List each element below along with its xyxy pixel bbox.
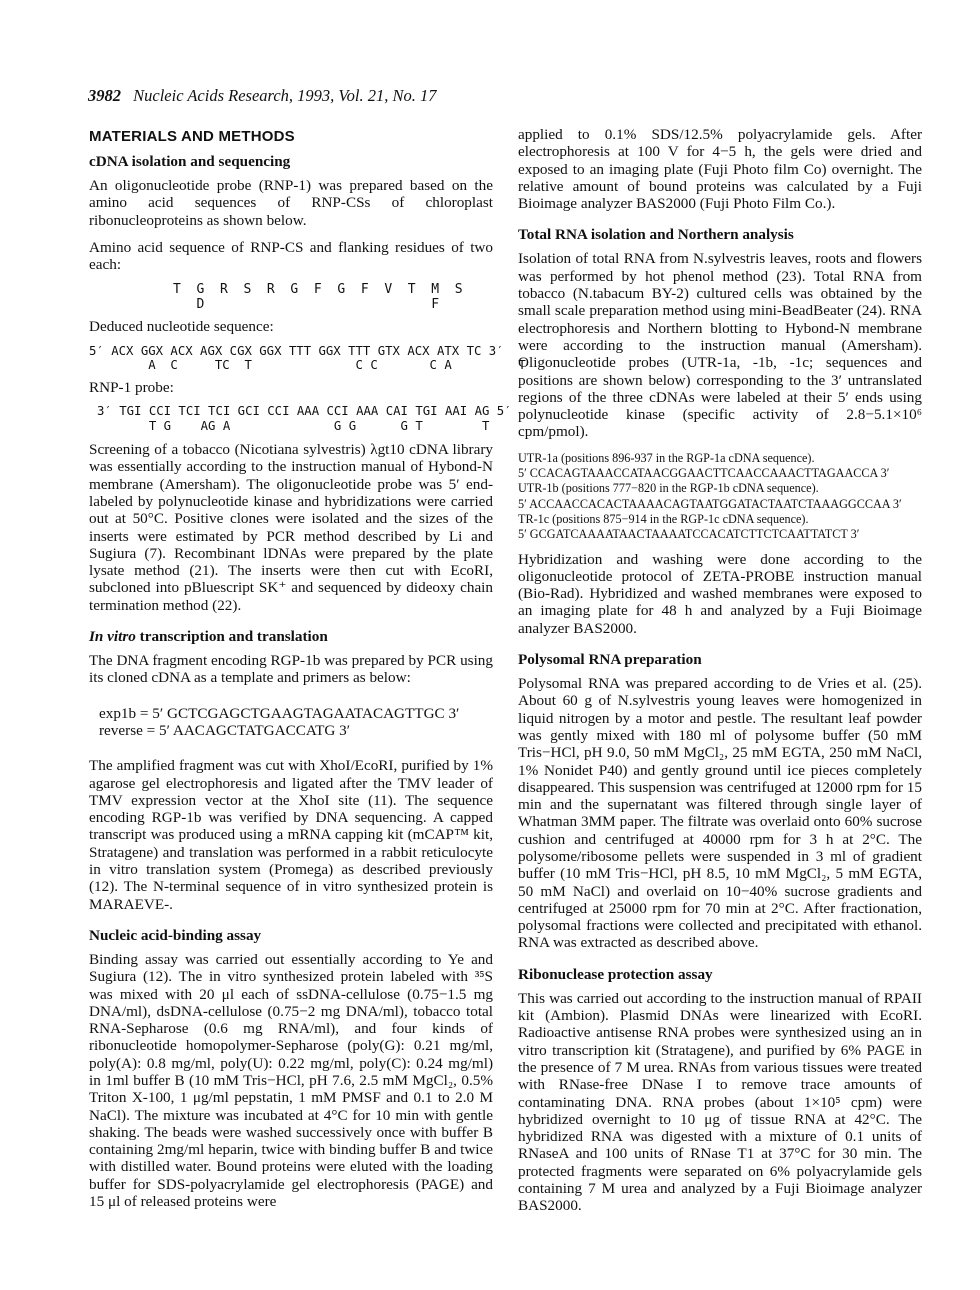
utr1b-label: UTR-1b (positions 777−820 in the RGP-1b cDNA sequence).: [518, 481, 819, 496]
continued-paragraph: applied to 0.1% SDS/12.5% polyacrylamide gels. After electrophoresis at 100 V for 4−5 h, the gels were dried and exposed to an imaging plate (Fuji Photo film Co) overnight. The relative amount of bound proteins was calculated by a Fuji Bioimage analyzer BAS2000 (Fuji Photo Film Co.).: [518, 126, 922, 213]
probe-sequence: [97, 404, 512, 433]
utr1b-sequence: 5′ ACCAACCACACTAAAACAGTAATGGATACTAATCTAAAGGCCAA 3′: [518, 496, 902, 511]
polysomal-paragraph: Polysomal RNA was prepared according to de Vries et al. (25). About 60 g of N.sylvestris young leaves were homogenized in liquid nitrogen by a motor and pestle. The resultant leaf powder was gently mixed with 180 ml of polysome buffer (50 mM Tris−HCl, pH 9.0, 50 mM MgCl₂, 25 mM EGTA, 250 mM NaCl, 1% Nonidet P40) and gently ground until ice pieces completely disappeared. This suspension was centrifuged at 12000 rpm for 15 min and the supernatant was filtered through single layer of Whatman 3MM paper. The filtrate was overlaid onto 60% sucrose cushion and centrifuged at 40000 rpm for 3 h at 2°C. The polysome/ribosome pellets were suspended in 3 ml of gradient buffer (10 mM Tris−HCl, pH 8.5, 10 mM MgCl₂, 5 mM EGTA, 50 mM NaCl) and overlaid on 10−40% sucrose gradients and centrifuged at 25000 rpm for 70 min at 2°C. After fractionation, polysomal fractions were collected and precipitated with ethanol. RNA was extracted as described above.: [518, 675, 922, 952]
primers: [99, 705, 493, 740]
cdna-paragraph-1: An oligonucleotide probe (RNP-1) was prepared based on the amino acid sequences of RNP-CSs of chloroplast ribonucleoproteins as shown below.: [89, 177, 493, 229]
utr1a-label: UTR-1a (positions 896-937 in the RGP-1a cDNA sequence).: [518, 450, 815, 465]
binding-paragraph: Binding assay was carried out essentially according to Ye and Sugiura (12). The in vitro synthesized protein labeled with ³⁵S was mixed with 20 μl each of ssDNA-cellulose (0.75−1.5 mg DNA/ml), dsDNA-cellulose (0.75−2 mg DNA/ml), tobacco total RNA-Sepharose (0.6 mg RNA/ml), and four kinds of ribonucleotide homopolymer-Sepharose (poly(G): 0.21 mg/ml, poly(A): 0.8 mg/ml, poly(U): 0.22 mg/ml, poly(C): 0.24 mg/ml) in 1ml buffer B (10 mM Tris−HCl, pH 7.6, 2.5 mM MgCl₂, 0.5% Triton X-100, 1 μg/ml pepstatin, 1 mM PMSF and 0.1 to 2.0 M NaCl). The mixture was incubated at 4°C for 10 min with gentle shaking. The beads were washed successively once with buffer B containing 2mg/ml heparin, twice with binding buffer B and twice with distilled water. Bound proteins were eluted with the loading buffer for SDS-polyacrylamide gel electrophoresis (PAGE) and 15 μl of released proteins were: [89, 950, 493, 1211]
page-number: 3982: [88, 86, 121, 105]
ivt-paragraph-2: The amplified fragment was cut with XhoI/EcoRI, purified by 1% agarose gel electrophoresis and ligated after the TMV leader of TMV expression vector at the XhoI site (11). The sequence encoding RGP-1b was verified by DNA sequencing. A capped transcript was produced using a mRNA capping kit (mCAP™ kit, Stratagene) and translation was performed in a rabbit reticulocyte in vitro translation system (Promega) as described previously (12). The N-terminal sequence of in vitro synthesized protein is MARAEVE-.: [89, 757, 493, 913]
right-column: [518, 126, 922, 1215]
journal-citation: Nucleic Acids Research, 1993, Vol. 21, No. 17: [133, 86, 437, 105]
utr-probes: [518, 451, 922, 543]
probe-label: RNP-1 probe:: [89, 378, 174, 396]
deduced-label: Deduced nucleotide sequence:: [89, 318, 274, 336]
cdna-paragraph-3: Screening of a tobacco (Nicotiana sylvestris) λgt10 cDNA library was essentially according to the instruction manual of Hybond-N membrane (Amersham). The oligonucleotide probe was 5′ end-labeled by polynucleotide kinase and hybridizations were carried out at 50°C. Positive clones were isolated and the sizes of the inserts were estimated by PCR method described by Li and Sugiura (7). Recombinant lDNAs were prepared by the plate lysate method (21). The inserts were then cut with EcoRI, subcloned into pBluescript SK⁺ and sequenced by dideoxy chain termination method (22).: [89, 441, 493, 614]
polysomal-heading: Polysomal RNA preparation: [518, 651, 702, 669]
northern-heading: Total RNA isolation and Northern analysis: [518, 226, 794, 244]
nt-line-1: 5′ ACX GGX ACX AGX CGX GGX TTT GGX TTT GTX ACX ATX TC 3′: [89, 343, 504, 358]
probe-line-2: T G AG A G G G T T: [97, 418, 490, 433]
amino-acid-sequence: [173, 283, 493, 312]
section-title: MATERIALS AND METHODS: [89, 128, 295, 145]
rnase-heading: Ribonuclease protection assay: [518, 965, 713, 983]
utr1c-sequence: 5′ GCGATCAAAATAACTAAAATCCACATCTTCTCAATTATCT 3′: [518, 527, 860, 542]
left-column: [89, 124, 526, 1211]
cdna-heading: cDNA isolation and sequencing: [89, 153, 291, 170]
northern-paragraph-2: Hybridization and washing were done according to the oligonucleotide protocol of ZETA-PROBE instruction manual (Bio-Rad). Hybridized and washed membranes were exposed to an imaging plate for 48 h and analyzed by a Fuji Bioimage analyzer BAS2000.: [518, 550, 922, 637]
ivt-paragraph-1: The DNA fragment encoding RGP-1b was prepared by PCR using its cloned cDNA as a template and primers as below:: [89, 652, 493, 687]
rnase-paragraph: This was carried out according to the instruction manual of RPAII kit (Ambion). Plasmid DNAs were linearized with EcoRI. Radioactive antisense RNA probes were synthesized using an in vitro transcription kit (Stratagene), and purified by 6% PAGE in the presence of 7 M urea. RNAs from various tissues were treated with RNase-free DNase I to remove trace amounts of contaminating DNA. RNA probes (about 1×10⁵ cpm) were hybridized overnight to 10 μg of tissue RNA at 42°C. The hybridized RNA was digested with a mixture of 0.1 units of RNaseA and 100 units of RNase T1 at 37°C for 30 min. The protected fragments were separated on 6% polyacrylamide gels containing 7 M urea and analyzed by a Fuji Bioimage analyzer BAS2000.: [518, 989, 922, 1215]
nt-line-2: A C TC T C C C A T: [89, 358, 526, 373]
aa-line-2: D F: [173, 296, 440, 312]
deduced-sequence: [89, 343, 526, 373]
primer-exp1b: exp1b = 5′ GCTCGAGCTGAAGTAGAATACAGTTGC 3′: [99, 704, 460, 722]
utr1a-sequence: 5′ CCACAGTAAACCATAACGGAACTTCAACCAAACTTAGAACCA 3′: [518, 466, 890, 481]
primer-reverse: reverse = 5′ AACAGCTATGACCATG 3′: [99, 721, 351, 739]
cdna-paragraph-2: Amino acid sequence of RNP-CS and flanking residues of two each:: [89, 238, 493, 274]
utr1c-label: TR-1c (positions 875−914 in the RGP-1c cDNA sequence).: [518, 511, 809, 526]
ivt-heading: [89, 628, 493, 646]
ivt-heading-rest: transcription and translation: [135, 628, 328, 646]
probe-line-1: 3′ TGI CCI TCI TCI GCI CCI AAA CCI AAA CAI TGI AAI AG 5′: [97, 404, 512, 419]
ivt-heading-italic: In vitro: [89, 628, 136, 646]
binding-heading: Nucleic acid-binding assay: [89, 926, 262, 944]
running-header: [88, 86, 888, 106]
northern-paragraph-1: Isolation of total RNA from N.sylvestris leaves, roots and flowers was performed by hot phenol method (23). Total RNA from tobacco (N.tabacum BY-2) cultured cells was obtained by the small scale preparation method using mini-BeadBeater (24). RNA electrophoresis and Northern blotting to Hybond-N membrane were according to the instruction manual (Amersham). Oligonucleotide probes (UTR-1a, -1b, -1c; sequences and positions are shown below) corresponding to the 3′ untranslated regions of the three cDNAs were labeled at their 5′ ends using polynucleotide kinase (specific activity of 2.8−5.1×10⁶ cpm/pmol).: [518, 250, 922, 441]
aa-line-1: T G R S R G F G F V T M S: [173, 282, 463, 298]
